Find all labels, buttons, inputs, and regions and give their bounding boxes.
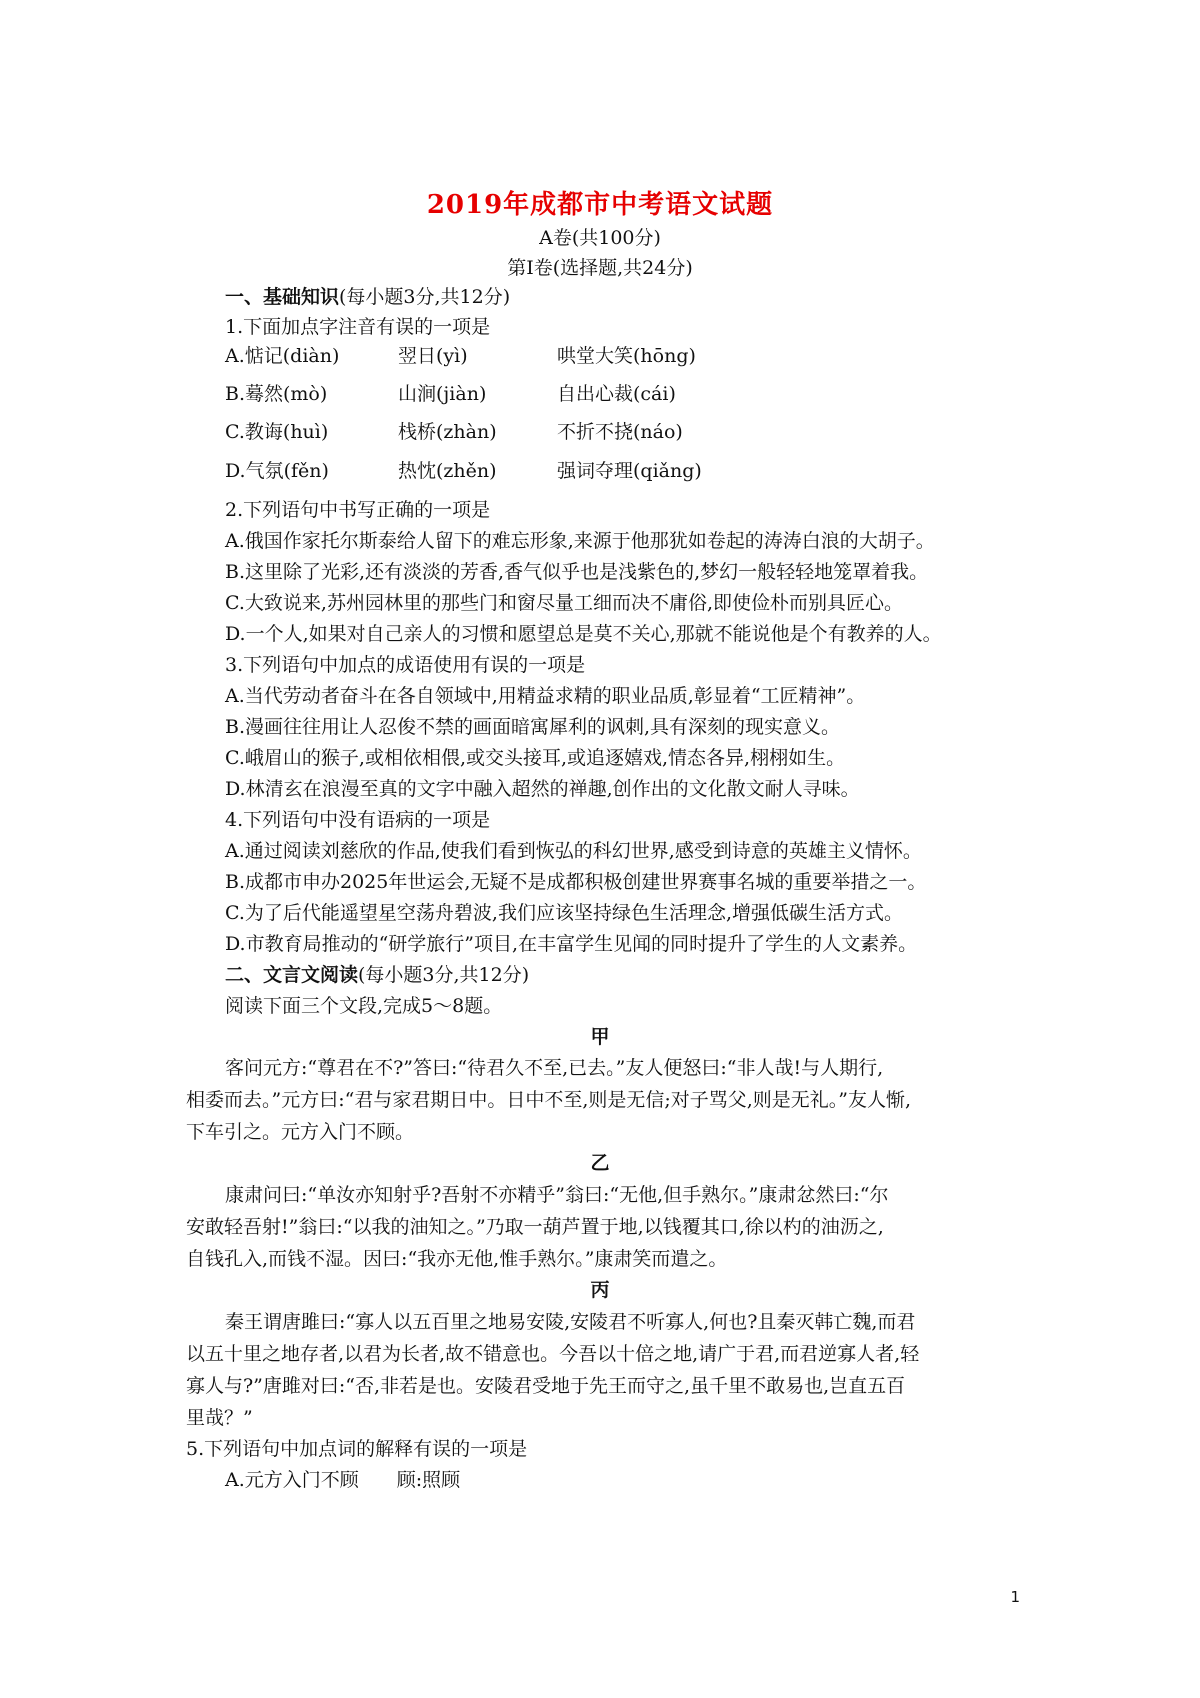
q1-opt-b-3: 自出心裁(cái) [557, 383, 676, 405]
q1-stem: 1.下面加点字注音有误的一项是 [225, 316, 491, 338]
q1-opt-b-1: B.蓦然(mò) [225, 383, 328, 405]
q1-opt-d-3: 强词夺理(qiǎng) [557, 460, 702, 482]
q1-opt-d-2: 热忱(zhěn) [398, 460, 497, 482]
q2-stem: 2.下列语句中书写正确的一项是 [225, 499, 491, 521]
q1-opt-a-3: 哄堂大笑(hōng) [557, 345, 696, 367]
q3-option-b: B.漫画往往用让人忍俊不禁的画面暗寓犀利的讽刺,具有深刻的现实意义。 [225, 716, 841, 738]
juan-a-heading: A卷(共100分) [539, 227, 661, 249]
q2-option-d: D.一个人,如果对自己亲人的习惯和愿望总是莫不关心,那就不能说他是个有教养的人。 [225, 623, 942, 645]
q4-option-d: D.市教育局推动的“研学旅行”项目,在丰富学生见闻的同时提升了学生的人文素养。 [225, 933, 918, 955]
section-1-heading [225, 282, 510, 309]
q4-option-a: A.通过阅读刘慈欣的作品,使我们看到恢弘的科幻世界,感受到诗意的英雄主义情怀。 [225, 840, 922, 862]
section-2-note: (每小题3分,共12分) [358, 964, 530, 986]
passage-jia-line: 下车引之。元方入门不顾。 [186, 1121, 415, 1143]
juan-1-heading: 第Ⅰ卷(选择题,共24分) [507, 257, 693, 279]
q2-option-a: A.俄国作家托尔斯泰给人留下的难忘形象,来源于他那犹如卷起的涛涛白浪的大胡子。 [225, 530, 935, 552]
passage-jia-line: 相委而去。”元方曰:“君与家君期日中。日中不至,则是无信;对子骂父,则是无礼。”友人惭, [186, 1089, 912, 1111]
q1-opt-c-2: 栈桥(zhàn) [398, 421, 497, 443]
passage-bing-line: 寡人与?”唐雎对曰:“否,非若是也。安陵君受地于先王而守之,虽千里不敢易也,岂直五百 [186, 1375, 906, 1397]
passage-yi-label: 乙 [590, 1152, 610, 1174]
page-number: 1 [1010, 1588, 1020, 1606]
q4-stem: 4.下列语句中没有语病的一项是 [225, 809, 491, 831]
q1-opt-b-2: 山涧(jiàn) [398, 383, 487, 405]
q4-option-b: B.成都市申办2025年世运会,无疑不是成都积极创建世界赛事名城的重要举措之一。 [225, 871, 927, 893]
q1-opt-a-2: 翌日(yì) [398, 345, 468, 367]
q1-opt-a-1: A.惦记(diàn) [225, 345, 340, 367]
section-2-title: 二、文言文阅读 [225, 964, 359, 986]
q3-stem: 3.下列语句中加点的成语使用有误的一项是 [225, 654, 586, 676]
document-title: 2019年成都市中考语文试题 [426, 190, 774, 220]
passage-yi-line: 自钱孔入,而钱不湿。因曰:“我亦无他,惟手熟尔。”康肃笑而遣之。 [186, 1248, 728, 1270]
passage-yi-line: 安敢轻吾射!”翁曰:“以我的油知之。”乃取一葫芦置于地,以钱覆其口,徐以杓的油沥之, [186, 1216, 884, 1238]
q1-opt-c-3: 不折不挠(náo) [557, 421, 683, 443]
passage-jia-line: 客问元方:“尊君在不?”答曰:“待君久不至,已去。”友人便怒曰:“非人哉!与人期行, [225, 1057, 884, 1079]
passage-bing-line: 秦王谓唐雎曰:“寡人以五百里之地易安陵,安陵君不听寡人,何也?且秦灭韩亡魏,而君 [225, 1311, 916, 1333]
passage-bing-label: 丙 [590, 1279, 610, 1301]
passage-bing-line: 以五十里之地存者,以君为长者,故不错意也。今吾以十倍之地,请广于君,而君逆寡人者,轻 [186, 1343, 920, 1365]
q4-option-c: C.为了后代能遥望星空荡舟碧波,我们应该坚持绿色生活理念,增强低碳生活方式。 [225, 902, 903, 924]
reading-intro: 阅读下面三个文段,完成5～8题。 [225, 995, 503, 1017]
q3-option-a: A.当代劳动者奋斗在各自领域中,用精益求精的职业品质,彰显着“工匠精神”。 [225, 685, 866, 707]
passage-bing-line: 里哉？” [186, 1407, 253, 1429]
section-1-note: (每小题3分,共12分) [339, 286, 511, 308]
section-2-heading [225, 960, 529, 987]
q2-option-c: C.大致说来,苏州园林里的那些门和窗尽量工细而决不庸俗,即使俭朴而别具匠心。 [225, 592, 903, 614]
q1-opt-c-1: C.教诲(huì) [225, 421, 329, 443]
q3-option-c: C.峨眉山的猴子,或相依相偎,或交头接耳,或追逐嬉戏,情态各异,栩栩如生。 [225, 747, 846, 769]
passage-yi-line: 康肃问曰:“单汝亦知射乎?吾射不亦精乎”翁曰:“无他,但手熟尔。”康肃忿然曰:“尔 [225, 1184, 889, 1206]
q5-option-a: A.元方入门不顾 顾:照顾 [225, 1469, 461, 1491]
section-1-title: 一、基础知识 [225, 286, 340, 308]
passage-jia-label: 甲 [590, 1026, 610, 1048]
q1-opt-d-1: D.气氛(fěn) [225, 460, 329, 482]
q3-option-d: D.林清玄在浪漫至真的文字中融入超然的禅趣,创作出的文化散文耐人寻味。 [225, 778, 860, 800]
q2-option-b: B.这里除了光彩,还有淡淡的芳香,香气似乎也是浅紫色的,梦幻一般轻轻地笼罩着我。 [225, 561, 929, 583]
q5-stem: 5.下列语句中加点词的解释有误的一项是 [186, 1438, 528, 1460]
